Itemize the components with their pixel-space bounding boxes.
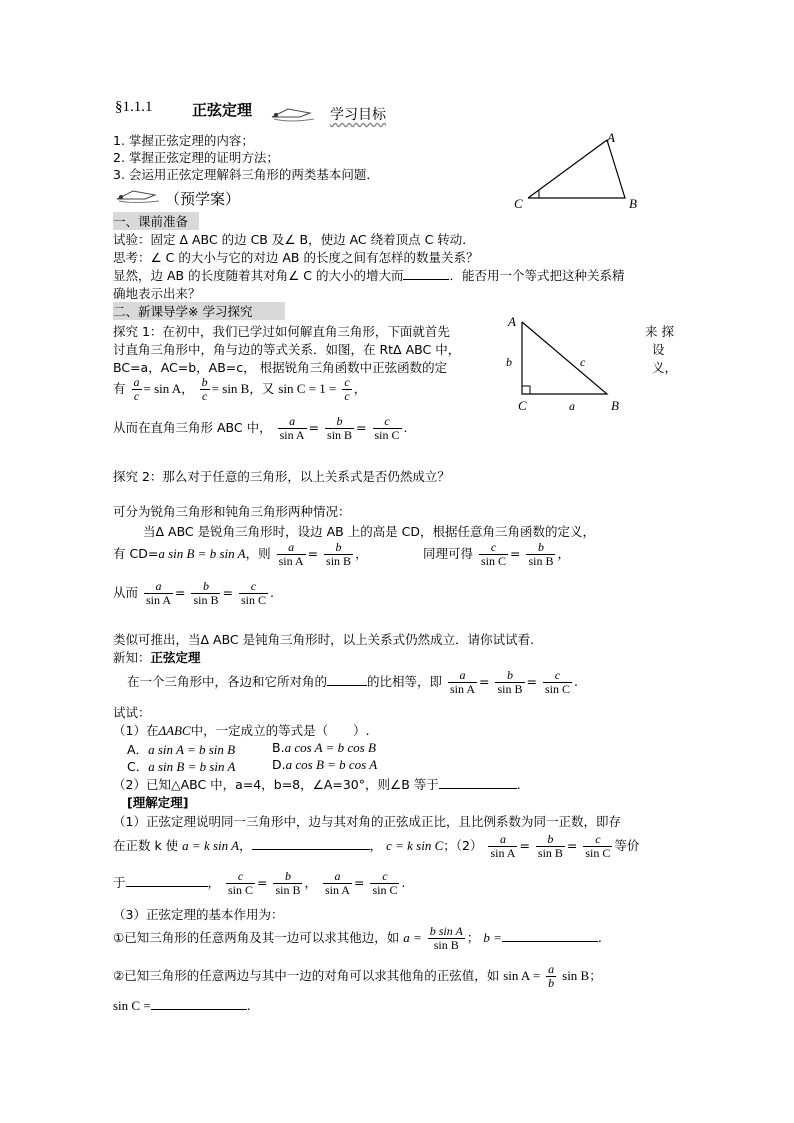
understand-equivalents: 于 ， $\frac{c}{\text{sin C}}$ = $\frac{b}{\text{sin B}}$ ， $\frac{a}{\text{sin A}}$ = $\frac{c}{\text{sin C}}$ . (113, 869, 406, 897)
obtuse-text: 类似可推出，当Δ ABC 是钝角三角形时，以上关系式仍然成立．请你试试看. (113, 632, 535, 647)
explore1-ratios: 有 $\frac{a}{c}$ = sin A， $\frac{b}{c}$ = sin B，又 sin C = 1 = $\frac{c}{c}$ ， (113, 375, 367, 403)
pen-icon (270, 105, 316, 123)
right-angle-mark (522, 386, 530, 394)
answer-blank[interactable] (126, 875, 208, 887)
preview-label: （预学案） (165, 192, 241, 208)
vertex-A: A (508, 314, 516, 329)
section-title: 正弦定理 (192, 103, 253, 119)
acute-conclusion: 从而 $\frac{a}{\text{sin A}}$ = $\frac{b}{\text{sin B}}$ = $\frac{c}{\text{sin C}}$ . (113, 579, 274, 607)
answer-blank[interactable] (151, 998, 247, 1010)
vertex-C: C (514, 196, 523, 211)
understand-heading: [理解定理] (127, 795, 189, 810)
side-a: a (569, 399, 575, 413)
newknow-heading: 新知：正弦定理 (113, 650, 201, 665)
explore1-line: 讨直角三角形中，角与边的等式关系．如图，在 RtΔ ABC 中， (113, 342, 461, 357)
explore1-right: 来 探 (645, 324, 674, 339)
acute-derivation: 有 CD=a sin B = b sin A，则 $\frac{a}{\text{sin A}}$ = $\frac{b}{\text{sin B}}$ ， (113, 540, 368, 568)
use-1: ①已知三角形的任意两角及其一边可以求其他边，如 a = $\frac{\text{b sin A}}{\text{sin B}}$ ； b = . (113, 924, 602, 952)
use-2: ②已知三角形的任意两边与其中一边的对角可以求其他角的正弦值，如 sin A = $\frac{a}{b}$ sin B； (113, 962, 602, 990)
vertex-B: B (629, 196, 637, 211)
explore1-conclusion: 从而在直角三角形 ABC 中， $\frac{a}{\text{sin A}}$ = $\frac{b}{\text{sin B}}$ = $\frac{c}{\text{sin C}}$ . (113, 414, 408, 442)
cases-text: 可分为锐角三角形和钝角三角形两种情况： (113, 504, 351, 519)
use-2-cont: sin C = . (113, 998, 251, 1013)
side-c: c (580, 355, 586, 369)
experiment-text: 试验：固定 Δ ABC 的边 CB 及∠ B，使边 AC 绕着顶点 C 转动． (113, 232, 475, 247)
goal-item: 3. 会运用正弦定理解斜三角形的两类基本问题． (113, 167, 379, 182)
answer-blank[interactable] (252, 838, 370, 850)
option-c[interactable]: C．a sin B = b sin A (127, 759, 236, 774)
goals-label: 学习目标 (330, 108, 386, 123)
section-number: §1.1.1 (115, 99, 153, 115)
sine-law-statement: 在一个三角形中，各边和它所对角的 的比相等，即 $\frac{a}{\text{sin A}}$ = $\frac{b}{\text{sin B}}$ = $\frac{c}{\text{sin C}}$ . (127, 668, 578, 696)
vertex-C: C (518, 398, 527, 413)
section-heading: 二、新课导学※ 学习探究 (113, 302, 285, 320)
acute-text: 当Δ ABC 是锐角三角形时，设边 AB 上的高是 CD，根据任意角三角函数的定义， (143, 524, 596, 539)
pen-icon (115, 188, 161, 204)
exercise-q2: （2）已知△ABC 中，a=4，b=8，∠A=30°，则∠B 等于 . (113, 777, 521, 792)
answer-blank[interactable] (502, 930, 598, 942)
obvious-text: 显然，边 AB 的长度随着其对角∠ C 的大小的增大而 ．能否用一个等式把这种关系精 (113, 268, 625, 283)
understand-p3: （3）正弦定理的基本作用为： (113, 907, 284, 922)
similarly-derivation: 同理可得 $\frac{c}{\text{sin C}}$ = $\frac{b}{\text{sin B}}$ ， (423, 540, 570, 568)
answer-blank[interactable] (439, 777, 517, 789)
explore1-line: BC=a，AC=b，AB=c， 根据锐角三角函数中正弦函数的定 (113, 360, 448, 375)
understand-p1-cont: 在正数 k 使 a = k sin A， ， c = k sin C；（2） $\frac{a}{\text{sin A}}$ = $\frac{b}{\text{sin B}}$ = $\frac{c}{\text{sin C}}$ 等价 (113, 832, 640, 860)
explore1-right: 设 (652, 342, 665, 357)
triangle-2-outline (522, 322, 607, 394)
vertex-A: A (607, 130, 615, 145)
option-a[interactable]: A．a sin A = b sin B (127, 742, 236, 757)
triangle-figure-1 (510, 128, 650, 213)
triangle-figure-2 (500, 310, 635, 415)
obvious-text-cont: 确地表示出来？ (113, 286, 201, 301)
option-b[interactable]: B.a cos A = b cos B (272, 740, 376, 755)
explore1-right: 义， (652, 360, 678, 375)
answer-blank[interactable] (327, 674, 367, 686)
think-text: 思考：∠ C 的大小与它的对边 AB 的长度之间有怎样的数量关系？ (113, 250, 479, 265)
triangle-1-outline (528, 140, 625, 198)
explore1-line: 探究 1：在初中，我们已学过如何解直角三角形，下面就首先 (113, 324, 450, 339)
goal-item: 2. 掌握正弦定理的证明方法； (113, 150, 279, 165)
exercise-label: 试试： (113, 705, 151, 720)
explore2-text: 探究 2：那么对于任意的三角形，以上关系式是否仍然成立？ (113, 469, 450, 484)
goal-item: 1. 掌握正弦定理的内容； (113, 133, 254, 148)
vertex-B: B (611, 398, 619, 413)
understand-p1: （1）正弦定理说明同一三角形中，边与其对角的正弦成正比，且比例系数为同一正数，即存 (113, 814, 621, 829)
option-d[interactable]: D.a cos B = b cos A (272, 757, 378, 772)
exercise-q1: （1）在ΔABC中，一定成立的等式是（ ）. (113, 723, 370, 738)
side-b: b (506, 355, 512, 369)
section-heading: 一、课前准备 (113, 212, 199, 230)
answer-blank[interactable] (403, 268, 449, 280)
